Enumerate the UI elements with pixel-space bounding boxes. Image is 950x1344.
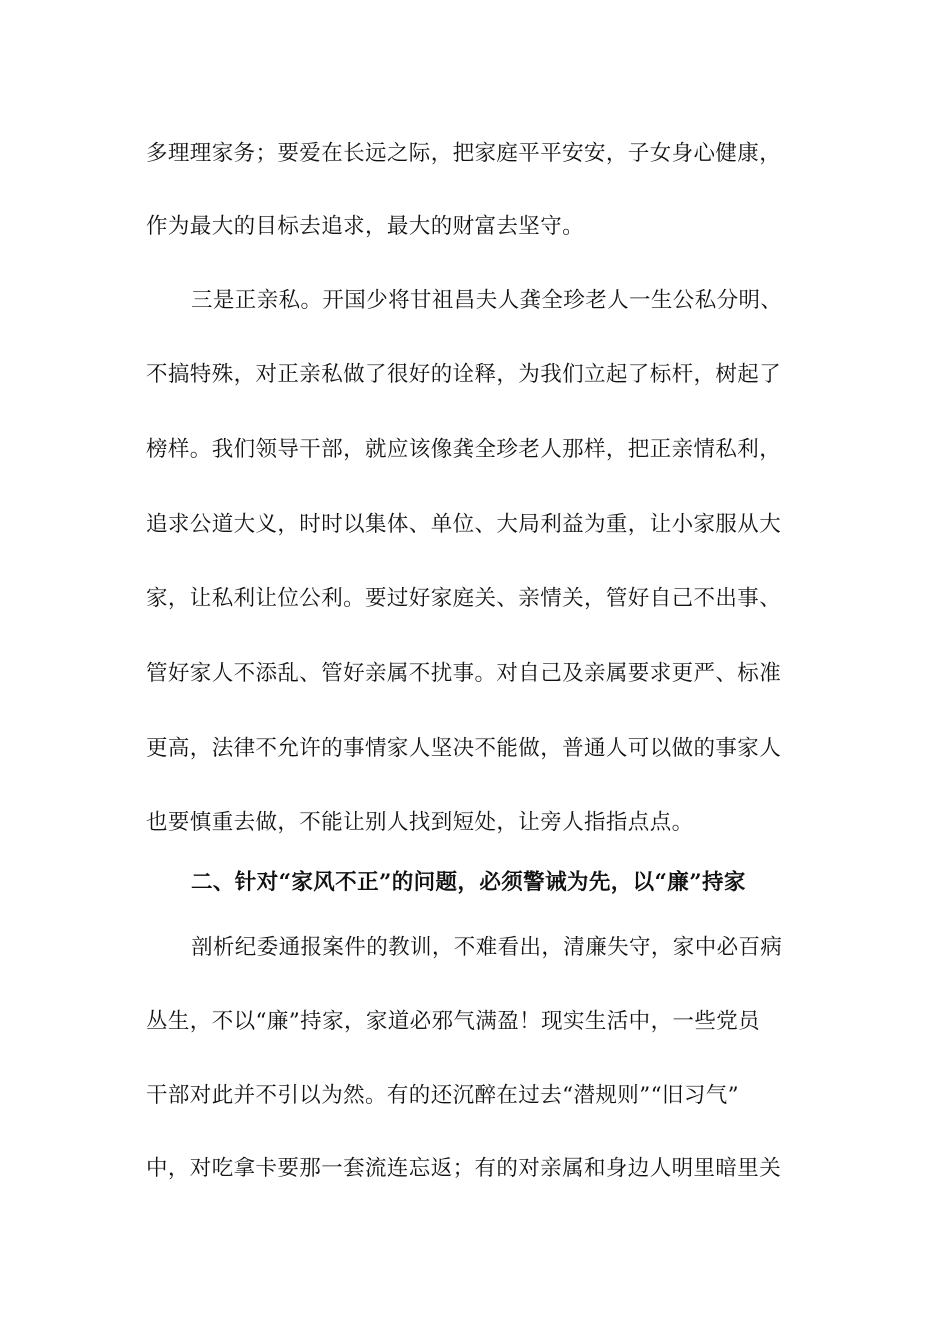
paragraph-line: 管好家人不添乱、管好亲属不扰事。对自己及亲属要求更严、标准 xyxy=(146,661,782,686)
paragraph-line: 剖析纪委通报案件的教训，不难看出，清廉失守，家中必百病 xyxy=(191,935,783,960)
paragraph-line: 作为最大的目标去追求，最大的财富去坚守。 xyxy=(146,214,585,239)
paragraph-line: 也要慎重去做，不能让别人找到短处，让旁人指指点点。 xyxy=(146,810,694,835)
paragraph-line: 家，让私利让位公利。要过好家庭关、亲情关，管好自己不出事、 xyxy=(146,586,782,611)
paragraph-line: 中，对吃拿卡要那一套流连忘返；有的对亲属和身边人明里暗里关 xyxy=(146,1156,782,1181)
paragraph-line: 丛生，不以“廉”持家，家道必邪气满盈！现实生活中，一些党员 xyxy=(146,1009,761,1034)
paragraph-line: 三是正亲私。开国少将甘祖昌夫人龚全珍老人一生公私分明、 xyxy=(191,288,783,313)
paragraph-line: 榜样。我们领导干部，就应该像龚全珍老人那样，把正亲情私利， xyxy=(146,437,782,462)
paragraph-line: 更高，法律不允许的事情家人坚决不能做，普通人可以做的事家人 xyxy=(146,736,782,761)
paragraph-line: 多理理家务；要爱在长远之际，把家庭平平安安，子女身心健康， xyxy=(146,141,782,166)
paragraph-line: 追求公道大义，时时以集体、单位、大局利益为重，让小家服从大 xyxy=(146,512,782,537)
paragraph-line: 干部对此并不引以为然。有的还沉醉在过去“潜规则”“旧习气” xyxy=(146,1083,740,1108)
paragraph-line: 不搞特殊，对正亲私做了很好的诠释，为我们立起了标杆，树起了 xyxy=(146,362,782,387)
section-heading: 二、针对“家风不正”的问题，必须警诫为先，以“廉”持家 xyxy=(191,870,746,895)
